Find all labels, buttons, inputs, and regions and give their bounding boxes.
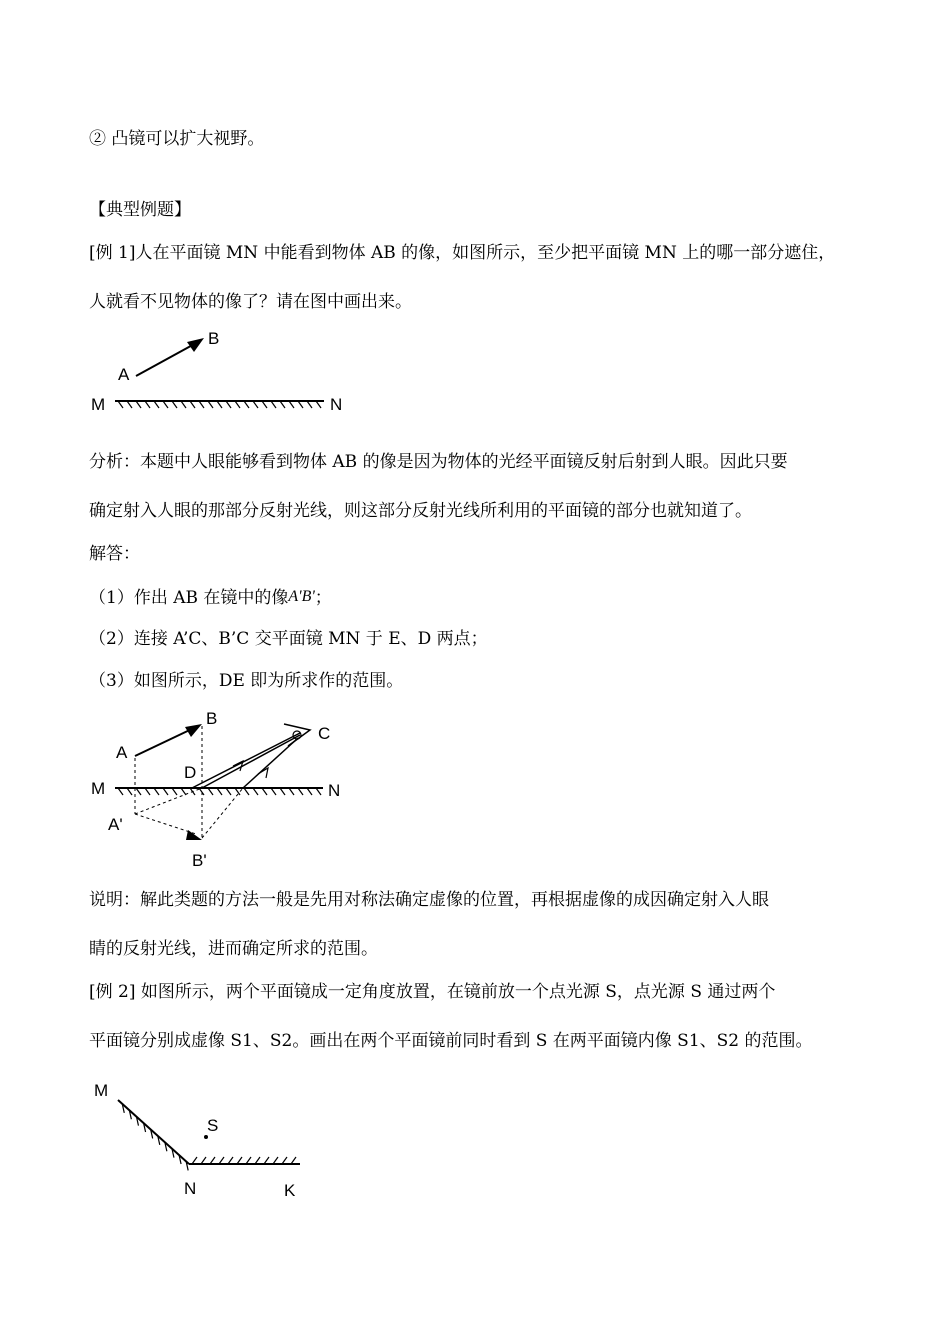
arrow-head-icon xyxy=(187,338,204,352)
mirror-hatching xyxy=(118,401,321,408)
example1-question-line2: 人就看不见物体的像了？请在图中画出来。 xyxy=(89,292,412,312)
fig2-label-a: A xyxy=(116,743,128,762)
example1-question-line1: [例 1]人在平面镜 MN 中能看到物体 AB 的像，如图所示，至少把平面镜 MN 上的哪一部分遮住， xyxy=(89,243,836,263)
point-source-s xyxy=(204,1135,208,1139)
fig2-label-a-img: A' xyxy=(108,815,123,834)
fig2-label-m: M xyxy=(91,779,106,798)
step2: （2）连接 A’C、B’C 交平面镜 MN 于 E、D 两点； xyxy=(89,629,488,649)
figure2-solution-diagram xyxy=(88,706,358,876)
note-line1: 说明：解此类题的方法一般是先用对称法确定虚像的位置，再根据虚像的成因确定射入人眼 xyxy=(89,890,769,910)
figure1-mirror-diagram xyxy=(88,326,358,421)
step3: （3）如图所示，DE 即为所求作的范围。 xyxy=(89,671,404,691)
fig1-label-m: M xyxy=(91,395,106,414)
fig2-label-d: D xyxy=(184,763,197,782)
fig2-label-c: C xyxy=(318,724,331,743)
step1-image-label: A'B' xyxy=(288,588,315,605)
step1-suffix: ； xyxy=(314,588,332,608)
analysis-line1: 分析：本题中人眼能够看到物体 AB 的像是因为物体的光经平面镜反射后射到人眼。因此只要 xyxy=(89,452,788,472)
arrow-head-icon xyxy=(186,830,202,840)
fig2-label-n: N xyxy=(328,781,341,800)
step1 xyxy=(89,586,332,609)
arrow-head-icon xyxy=(185,724,202,737)
fig1-label-n: N xyxy=(330,395,343,414)
fig2-label-b-img: B' xyxy=(192,851,207,870)
mirror-hatching xyxy=(118,788,321,795)
section-heading: 【典型例题】 xyxy=(89,200,191,220)
mirror-hatching xyxy=(192,1157,296,1164)
fig1-label-a: A xyxy=(118,365,130,384)
note-line2: 睛的反射光线，进而确定所求的范围。 xyxy=(89,939,378,959)
convex-mirror-note: ② 凸镜可以扩大视野。 xyxy=(89,129,265,149)
fig3-label-k: K xyxy=(284,1181,296,1200)
fig3-label-s: S xyxy=(207,1116,219,1135)
example2-question-line2: 平面镜分别成虚像 S1、S2。画出在两个平面镜前同时看到 S 在两平面镜内像 S1、S2 的范围。 xyxy=(89,1031,813,1051)
figure3-two-mirrors-diagram xyxy=(88,1076,318,1206)
fig2-label-b: B xyxy=(206,709,218,728)
fig3-label-n: N xyxy=(184,1179,197,1198)
fig3-label-m: M xyxy=(94,1081,109,1100)
fig1-label-b: B xyxy=(208,329,220,348)
example2-question-line1: [例 2] 如图所示，两个平面镜成一定角度放置，在镜前放一个点光源 S，点光源 S 通过两个 xyxy=(89,982,776,1002)
answer-label: 解答： xyxy=(89,544,140,564)
analysis-line2: 确定射入人眼的那部分反射光线，则这部分反射光线所利用的平面镜的部分也就知道了。 xyxy=(89,501,752,521)
step1-text: （1）作出 AB 在镜中的像 xyxy=(89,588,289,608)
